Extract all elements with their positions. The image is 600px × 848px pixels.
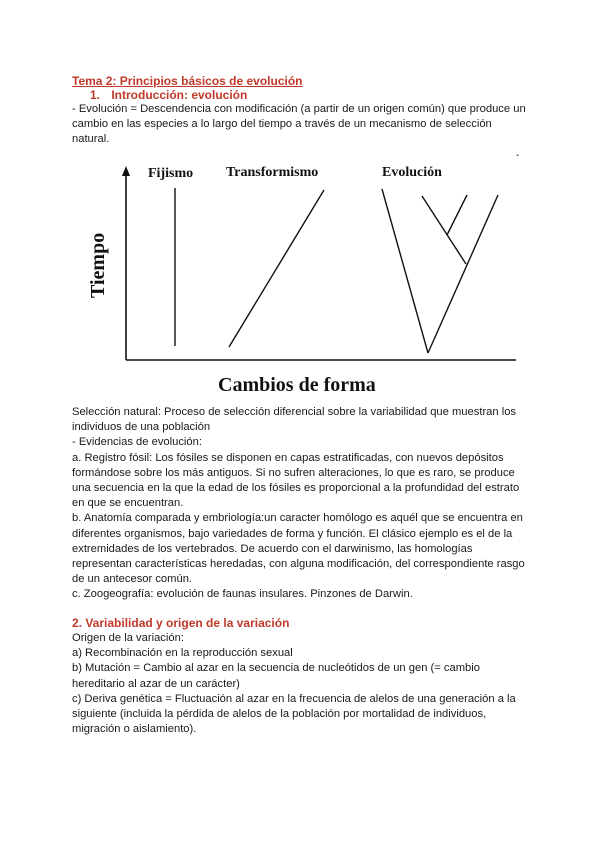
section-1-number: 1. (90, 88, 101, 102)
text-line: en que se encuentran. (72, 497, 184, 510)
text-line: representan características heredadas, con alguna modificación, del correspondiente rasgo (72, 558, 525, 571)
text-line: siguiente (incluida la pérdida de alelos de la población por mortalidad de individuos, (72, 708, 487, 721)
y-axis-arrow (122, 166, 130, 176)
transformismo-line (229, 190, 324, 347)
evolution-models-diagram (86, 158, 536, 398)
text-line: cambio en las especies a lo largo del tiempo a través de un mecanismo de selección (72, 118, 492, 131)
text-line: b. Anatomía comparada y embriología:un caracter homólogo es aquél que se encuentra en (72, 512, 523, 525)
text-line: b) Mutación = Cambio al azar en la secuencia de nucleótidos de un gen (= cambio (72, 662, 480, 675)
section-1-title: Introducción: evolución (111, 88, 248, 102)
text-line: c) Deriva genética = Fluctuación al azar en la frecuencia de alelos de una generación a la (72, 692, 516, 705)
text-line: c. Zoogeografía: evolución de faunas insulares. Pinzones de Darwin. (72, 588, 413, 601)
text-line: a) Recombinación en la reproducción sexual (72, 647, 293, 660)
x-axis-label: Cambios de forma (218, 374, 376, 396)
label-transformismo: Transformismo (226, 165, 319, 180)
seleccion-natural-paragraph (72, 405, 532, 603)
text-line: natural. (72, 133, 110, 146)
stray-mark: - (516, 150, 520, 161)
text-line: migración o aislamiento). (72, 723, 197, 736)
label-fijismo: Fijismo (148, 166, 194, 181)
evolution-definition (72, 102, 532, 148)
section-2-heading: 2. Variabilidad y origen de la variación (72, 616, 290, 630)
y-axis-label: Tiempo (87, 232, 109, 298)
text-line: extremidades de los vertebrados. De acuerdo con el darwinismo, las homologías (72, 542, 473, 555)
text-line: Origen de la variación: (72, 632, 184, 644)
text-line: hereditario al azar de un carácter) (72, 677, 240, 690)
text-line: diferentes organismos, bajo variedades de forma y función. El clásico ejemplo es el de la (72, 527, 513, 540)
label-evolucion: Evolución (382, 165, 442, 180)
text-line: una secuencia en la que la edad de los fósiles es proporcional a la profundidad del estrato (72, 482, 520, 495)
evidencias-heading: - Evidencias de evolución: (72, 436, 202, 449)
evolucion-tree (382, 189, 498, 353)
text-line: a. Registro fósil: Los fósiles se disponen en capas estratificadas, con nuevos depósitos (72, 451, 504, 464)
section-1-heading (90, 88, 247, 102)
text-line: Selección natural: Proceso de selección diferencial sobre la variabilidad que muestran los (72, 406, 517, 418)
page-title: Tema 2: Principios básicos de evolución (72, 74, 303, 88)
text-line: de un antecesor común. (72, 573, 193, 586)
text-line: formándose sobre los más antiguos. Si no sufren alteraciones, lo que es raro, se produce (72, 466, 515, 479)
text-line: - Evolución = Descendencia con modificación (a partir de un origen común) que produce un (72, 103, 526, 115)
text-line: individuos de una población (72, 421, 211, 434)
section-2-body (72, 631, 532, 737)
